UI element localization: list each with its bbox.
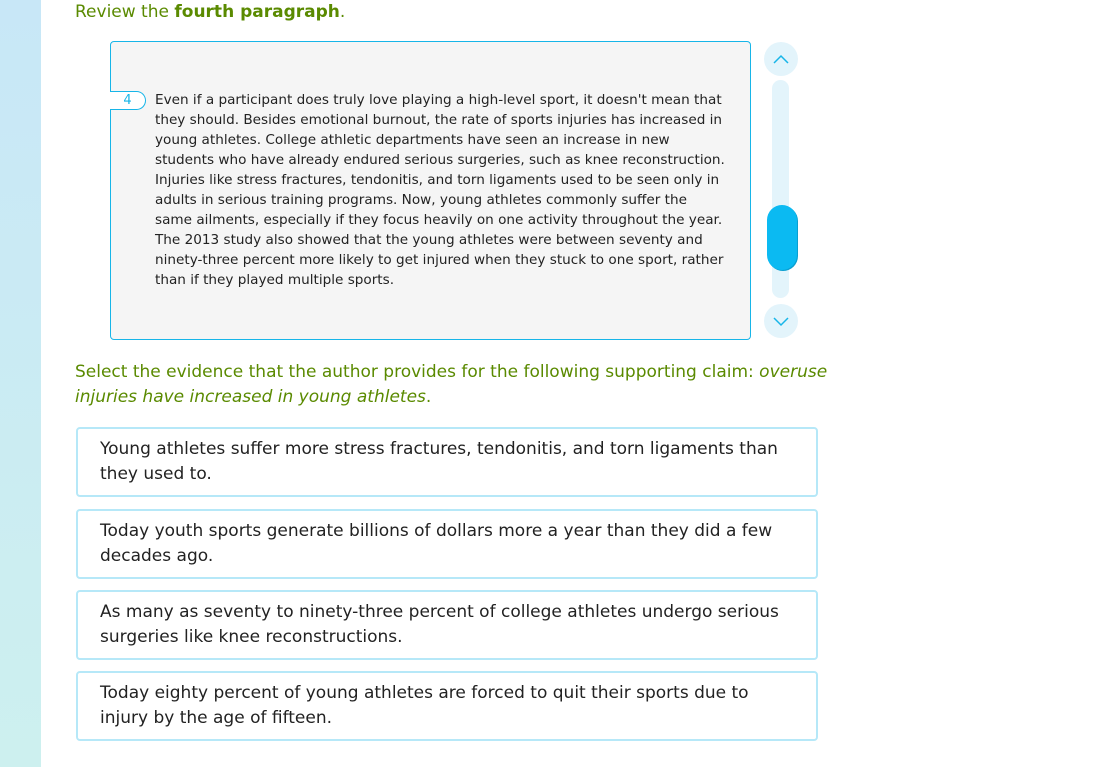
question-prompt (75, 360, 875, 410)
scroll-up-button[interactable] (764, 42, 798, 76)
question-suffix: . (425, 387, 432, 407)
paragraph-text: Even if a participant does truly love playing a high-level sport, it doesn't mean that they should. Besides emotional burnout, the rate of sports injuries has increased in young athletes. College athletic departments have seen an increase in new students who have already endured serious surgeries, such as knee reconstruction. Injuries like stress fractures, tendonitis, and torn ligaments used to be seen only in adults in serious training programs. Now, young athletes commonly suffer the same ailments, especially if they focus heavily on one activity throughout the year. The 2013 study also showed that the young athletes were between seventy and ninety-three percent more likely to get injured when they stuck to one sport, rather than if they played multiple sports. (155, 92, 725, 288)
chevron-down-icon (772, 315, 790, 327)
passage-box (110, 41, 751, 340)
answer-choice-2[interactable]: Today youth sports generate billions of dollars more a year than they did a few decades ago. (76, 509, 818, 579)
instruction-suffix: . (339, 2, 346, 22)
scrollbar-thumb[interactable] (767, 205, 797, 270)
question-prefix: Select the evidence that the author provides for the following supporting claim: (75, 362, 760, 382)
answer-choice-1[interactable]: Young athletes suffer more stress fractures, tendonitis, and torn ligaments than they used to. (76, 427, 818, 497)
answer-choice-4[interactable]: Today eighty percent of young athletes are forced to quit their sports due to injury by the age of fifteen. (76, 671, 818, 741)
instruction-prefix: Review the (75, 2, 175, 22)
answer-choice-3[interactable]: As many as seventy to ninety-three percent of college athletes undergo serious surgeries like knee reconstructions. (76, 590, 818, 660)
question-claim: overuse injuries have increased in young athletes (75, 362, 828, 407)
instruction-emphasis: fourth paragraph (174, 2, 340, 22)
instruction (75, 2, 345, 22)
paragraph-number-badge: 4 (110, 91, 146, 110)
chevron-up-icon (772, 53, 790, 65)
left-decorative-strip (0, 0, 41, 767)
scroll-down-button[interactable] (764, 304, 798, 338)
